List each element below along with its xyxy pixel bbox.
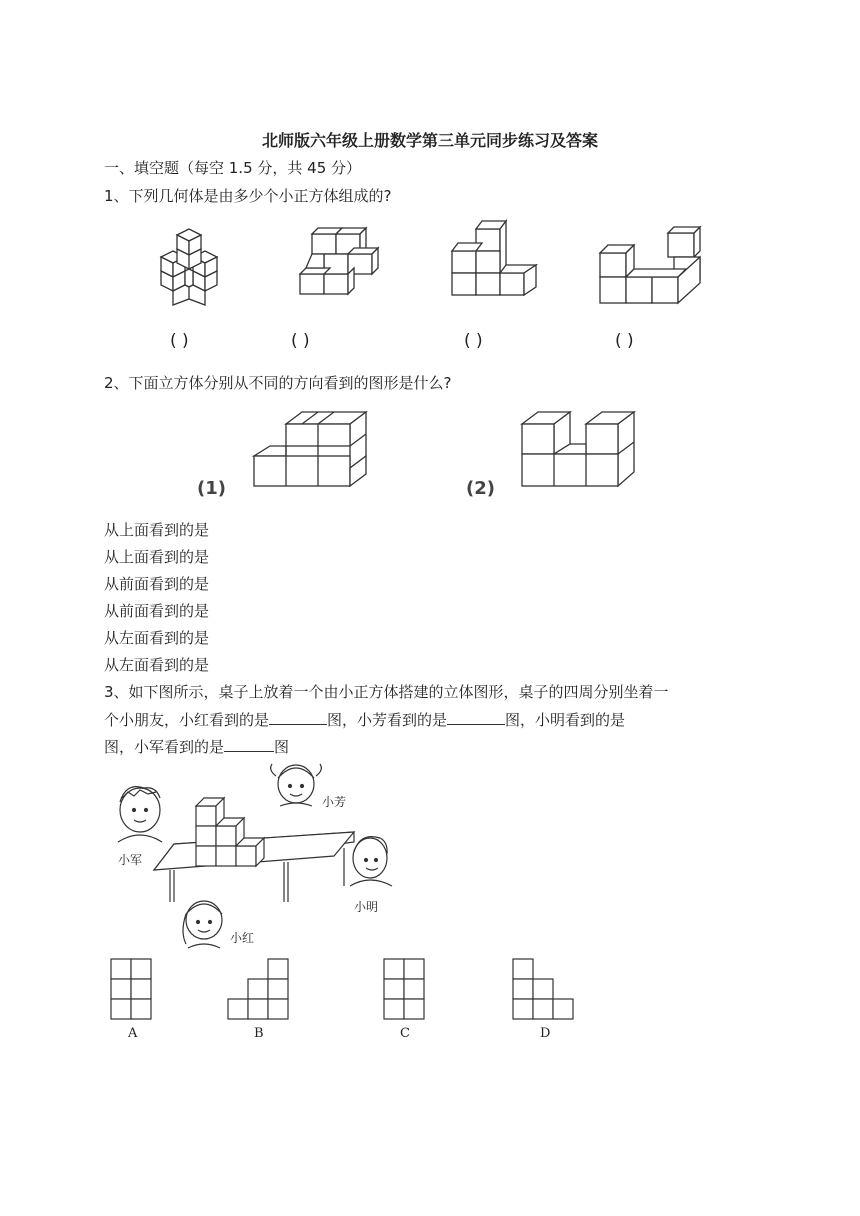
question-3-line-1: 3、如下图所示，桌子上放着一个由小正方体搭建的立体图形，桌子的四周分别坐着一 bbox=[104, 683, 669, 701]
option-a-label: A bbox=[128, 1026, 138, 1041]
q3-text-3b: 图 bbox=[274, 738, 290, 756]
q2-figure-2 bbox=[520, 408, 640, 490]
q1-figure-4 bbox=[596, 225, 706, 307]
option-a-figure bbox=[110, 958, 156, 1022]
answer-paren-3[interactable]: ( ) bbox=[464, 331, 483, 351]
q3-text-2a: 个小朋友，小红看到的是 bbox=[104, 711, 270, 729]
option-b-figure bbox=[227, 958, 291, 1022]
option-d-figure bbox=[512, 958, 576, 1022]
question-1-text: 1、下列几何体是由多少个小正方体组成的? bbox=[104, 187, 392, 205]
q3-text-3a: 图，小军看到的是 bbox=[104, 738, 225, 756]
option-c-label: C bbox=[400, 1026, 410, 1041]
q3-text-2b: 图，小芳看到的是 bbox=[327, 711, 448, 729]
xiaojun-face-icon bbox=[118, 787, 162, 842]
question-3-line-2 bbox=[104, 710, 625, 730]
q2-label-2: (2) bbox=[466, 478, 495, 499]
q2-figure-1 bbox=[252, 410, 372, 490]
answer-paren-2[interactable]: ( ) bbox=[291, 331, 310, 351]
blank-xiaojun[interactable] bbox=[224, 737, 274, 752]
name-xiaofang: 小芳 bbox=[322, 795, 347, 809]
q2-label-1: (1) bbox=[197, 478, 226, 499]
blank-xiaofang[interactable] bbox=[447, 710, 505, 725]
q3-table-scene bbox=[104, 762, 424, 962]
question-3-line-3 bbox=[104, 737, 289, 757]
answer-paren-4[interactable]: ( ) bbox=[615, 331, 634, 351]
option-b-label: B bbox=[254, 1026, 264, 1041]
name-xiaojun: 小军 bbox=[118, 853, 143, 867]
q2-line-6: 从左面看到的是 bbox=[104, 656, 210, 674]
name-xiaoming: 小明 bbox=[354, 900, 379, 914]
question-2-text: 2、下面立方体分别从不同的方向看到的图形是什么? bbox=[104, 374, 452, 392]
xiaohong-face-icon bbox=[183, 901, 222, 948]
q1-figure-2 bbox=[292, 222, 390, 304]
q1-figure-3 bbox=[448, 215, 542, 305]
xiaofang-face-icon bbox=[271, 764, 322, 806]
q2-line-1: 从上面看到的是 bbox=[104, 521, 210, 539]
page-title: 北师版六年级上册数学第三单元同步练习及答案 bbox=[261, 131, 598, 150]
option-c-figure bbox=[383, 958, 429, 1022]
q1-figure-1 bbox=[155, 225, 227, 307]
q2-line-3: 从前面看到的是 bbox=[104, 575, 210, 593]
q3-text-2c: 图，小明看到的是 bbox=[505, 711, 626, 729]
answer-paren-1[interactable]: ( ) bbox=[170, 331, 189, 351]
q2-line-4: 从前面看到的是 bbox=[104, 602, 210, 620]
section-heading: 一、填空题（每空 1.5 分，共 45 分） bbox=[104, 159, 362, 177]
q2-line-5: 从左面看到的是 bbox=[104, 629, 210, 647]
blank-xiaohong[interactable] bbox=[269, 710, 327, 725]
option-d-label: D bbox=[540, 1026, 551, 1041]
q2-line-2: 从上面看到的是 bbox=[104, 548, 210, 566]
xiaoming-face-icon bbox=[350, 837, 392, 886]
name-xiaohong: 小红 bbox=[230, 931, 255, 945]
